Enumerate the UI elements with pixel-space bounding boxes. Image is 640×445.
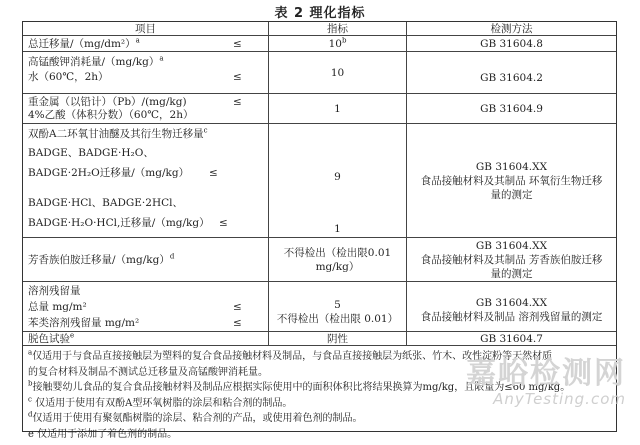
- item-sublabel: BADGE、BADGE·H₂O、: [28, 147, 154, 159]
- footnote-text: 仅适用于使用有聚氨酯树脂的涂层、粘合剂的产品，或使用着色剂的制品。: [32, 413, 363, 424]
- method-desc: 食品接触材料及其制品 环氧衍生物迁移: [420, 174, 603, 187]
- value: 5: [334, 298, 341, 311]
- item-cell: [23, 282, 269, 331]
- footnote-mark: d: [169, 252, 175, 261]
- value-cell: 阴性: [269, 332, 407, 345]
- footnote-a: [28, 349, 611, 365]
- value: mg/kg）: [315, 260, 360, 273]
- item-label: 溶剂残留量: [28, 285, 81, 297]
- footnote-text: 仅适用于使用有双酚A型环氧树脂的涂层和粘合剂的制品。: [31, 397, 293, 409]
- table-footnotes: [23, 346, 616, 445]
- footnote-mark: a: [159, 54, 164, 63]
- method-desc: 量的测定: [490, 267, 533, 280]
- method-cell: GB 31604.7: [480, 332, 543, 345]
- item-label: 高锰酸钾消耗量/（mg/kg）: [28, 56, 160, 68]
- item-label: 芳香族伯胺迁移量/（mg/kg）: [28, 254, 170, 266]
- value: 不得检出（检出限0.01: [283, 246, 392, 259]
- value-cell: 10: [269, 52, 407, 93]
- footnote-mark: a: [135, 36, 140, 45]
- table-row-badge: [23, 124, 616, 238]
- footnote-mark: b: [28, 379, 33, 388]
- item-sublabel: 苯类溶剂残留量 mg/m²: [28, 317, 140, 329]
- footnote-mark: d: [28, 410, 33, 419]
- le-symbol: ≤: [219, 217, 228, 229]
- header-item: 项目: [23, 22, 269, 35]
- item-cell: [23, 36, 269, 51]
- footnote-text: 的复合材料及制品不测试总迁移量及高锰酸钾消耗量。: [28, 366, 268, 378]
- item-cell: [23, 94, 269, 123]
- item-sublabel: BADGE·H₂O·HCl,迁移量/（mg/kg）: [28, 217, 210, 229]
- footnote-c: [28, 396, 611, 412]
- footnote-mark: c: [203, 126, 208, 135]
- value-cell: [269, 36, 407, 51]
- method-cell: GB 31604.8: [480, 37, 543, 50]
- item-sublabel: BADGE·2H₂O迁移量/（mg/kg）: [28, 167, 190, 179]
- header-indicator: 指标: [269, 22, 407, 35]
- table-header-row: [23, 22, 616, 36]
- le-symbol: ≤: [233, 96, 242, 108]
- item-sublabel: 总量 mg/m²: [28, 301, 87, 313]
- header-method: 检测方法: [490, 22, 533, 35]
- value: 10: [328, 37, 342, 50]
- item-label: 重金属（以铅计）（Pb）/(mg/kg): [28, 96, 187, 108]
- method-cell: [407, 124, 616, 237]
- le-symbol: ≤: [209, 167, 218, 179]
- method-code: GB 31604.XX: [475, 239, 548, 252]
- method-cell: GB 31604.9: [480, 102, 543, 115]
- footnote-text: 仅适用于添加了着色剂的制品。: [33, 428, 178, 440]
- footnote-b: [28, 380, 611, 396]
- le-symbol: ≤: [233, 71, 242, 83]
- table-row-solvent-residue: [23, 282, 616, 332]
- item-cell: [23, 332, 269, 345]
- item-label: 脱色试验: [28, 333, 70, 345]
- le-symbol: ≤: [233, 38, 242, 50]
- value-cell: [269, 238, 407, 281]
- item-sublabel: 4%乙酸（体积分数）（60℃，2h）: [28, 109, 194, 121]
- watermark-en: AnyTesting.com: [493, 390, 626, 408]
- item-sublabel: BADGE·HCl、BADGE·2HCl、: [28, 197, 183, 209]
- footnote-d: [28, 411, 611, 427]
- value: 1: [334, 223, 341, 235]
- item-label: 双酚A二环氧甘油醚及其衍生物迁移量: [28, 128, 204, 140]
- item-cell: [23, 238, 269, 281]
- value-cell: [269, 124, 407, 237]
- table-row-aromatic-amines: [23, 238, 616, 282]
- le-symbol: ≤: [233, 301, 242, 313]
- table-title: 表 2 理化指标: [274, 6, 366, 21]
- table-row-heavy-metal: [23, 94, 616, 124]
- footnote-mark: a: [28, 348, 33, 357]
- method-cell: [407, 282, 616, 331]
- item-sublabel: 水（60℃，2h）: [28, 71, 109, 83]
- footnote-mark: b: [341, 36, 347, 44]
- le-symbol: ≤: [233, 317, 242, 329]
- physicochemical-table: [22, 21, 617, 440]
- value: 不得检出（检出限 0.01）: [276, 312, 399, 325]
- footnote-mark: e: [28, 428, 34, 440]
- footnote-mark: c: [28, 395, 32, 404]
- value-cell: 1: [269, 94, 407, 123]
- method-desc: 量的测定: [490, 188, 533, 201]
- table-row-decolorization: [23, 332, 616, 346]
- method-desc: 食品接触材料及其制品 芳香族伯胺迁移: [420, 253, 603, 266]
- footnote-a-cont: [28, 365, 611, 381]
- method-code: GB 31604.XX: [475, 160, 548, 173]
- method-cell: GB 31604.2: [480, 71, 543, 84]
- method-cell: [407, 238, 616, 281]
- footnote-e: [28, 427, 611, 443]
- footnote-mark: e: [70, 331, 75, 340]
- value-cell: [269, 282, 407, 331]
- method-code: GB 31604.XX: [475, 296, 548, 309]
- item-cell: [23, 52, 269, 93]
- item-label: 总迁移量/（mg/dm²）: [28, 38, 136, 50]
- value: 9: [334, 171, 341, 183]
- footnote-text: 接触婴幼儿食品的复合食品接触材料及制品应根据实际使用中的面积体积比将结果换算为mg/kg，且限量为≤60 mg/kg。: [32, 382, 571, 393]
- method-desc: 食品接触材料及制品 溶剂残留量的测定: [420, 310, 603, 323]
- footnote-text: 仅适用于与食品直接接触层为塑料的复合食品接触材料及制品，与食品直接接触层为纸张、竹木、改性淀粉等天然材质: [32, 351, 553, 362]
- table-row-total-migration: [23, 36, 616, 52]
- table-row-permanganate: [23, 52, 616, 94]
- watermark-cn: 嘉峪检测网: [466, 356, 626, 391]
- item-cell: [23, 124, 269, 237]
